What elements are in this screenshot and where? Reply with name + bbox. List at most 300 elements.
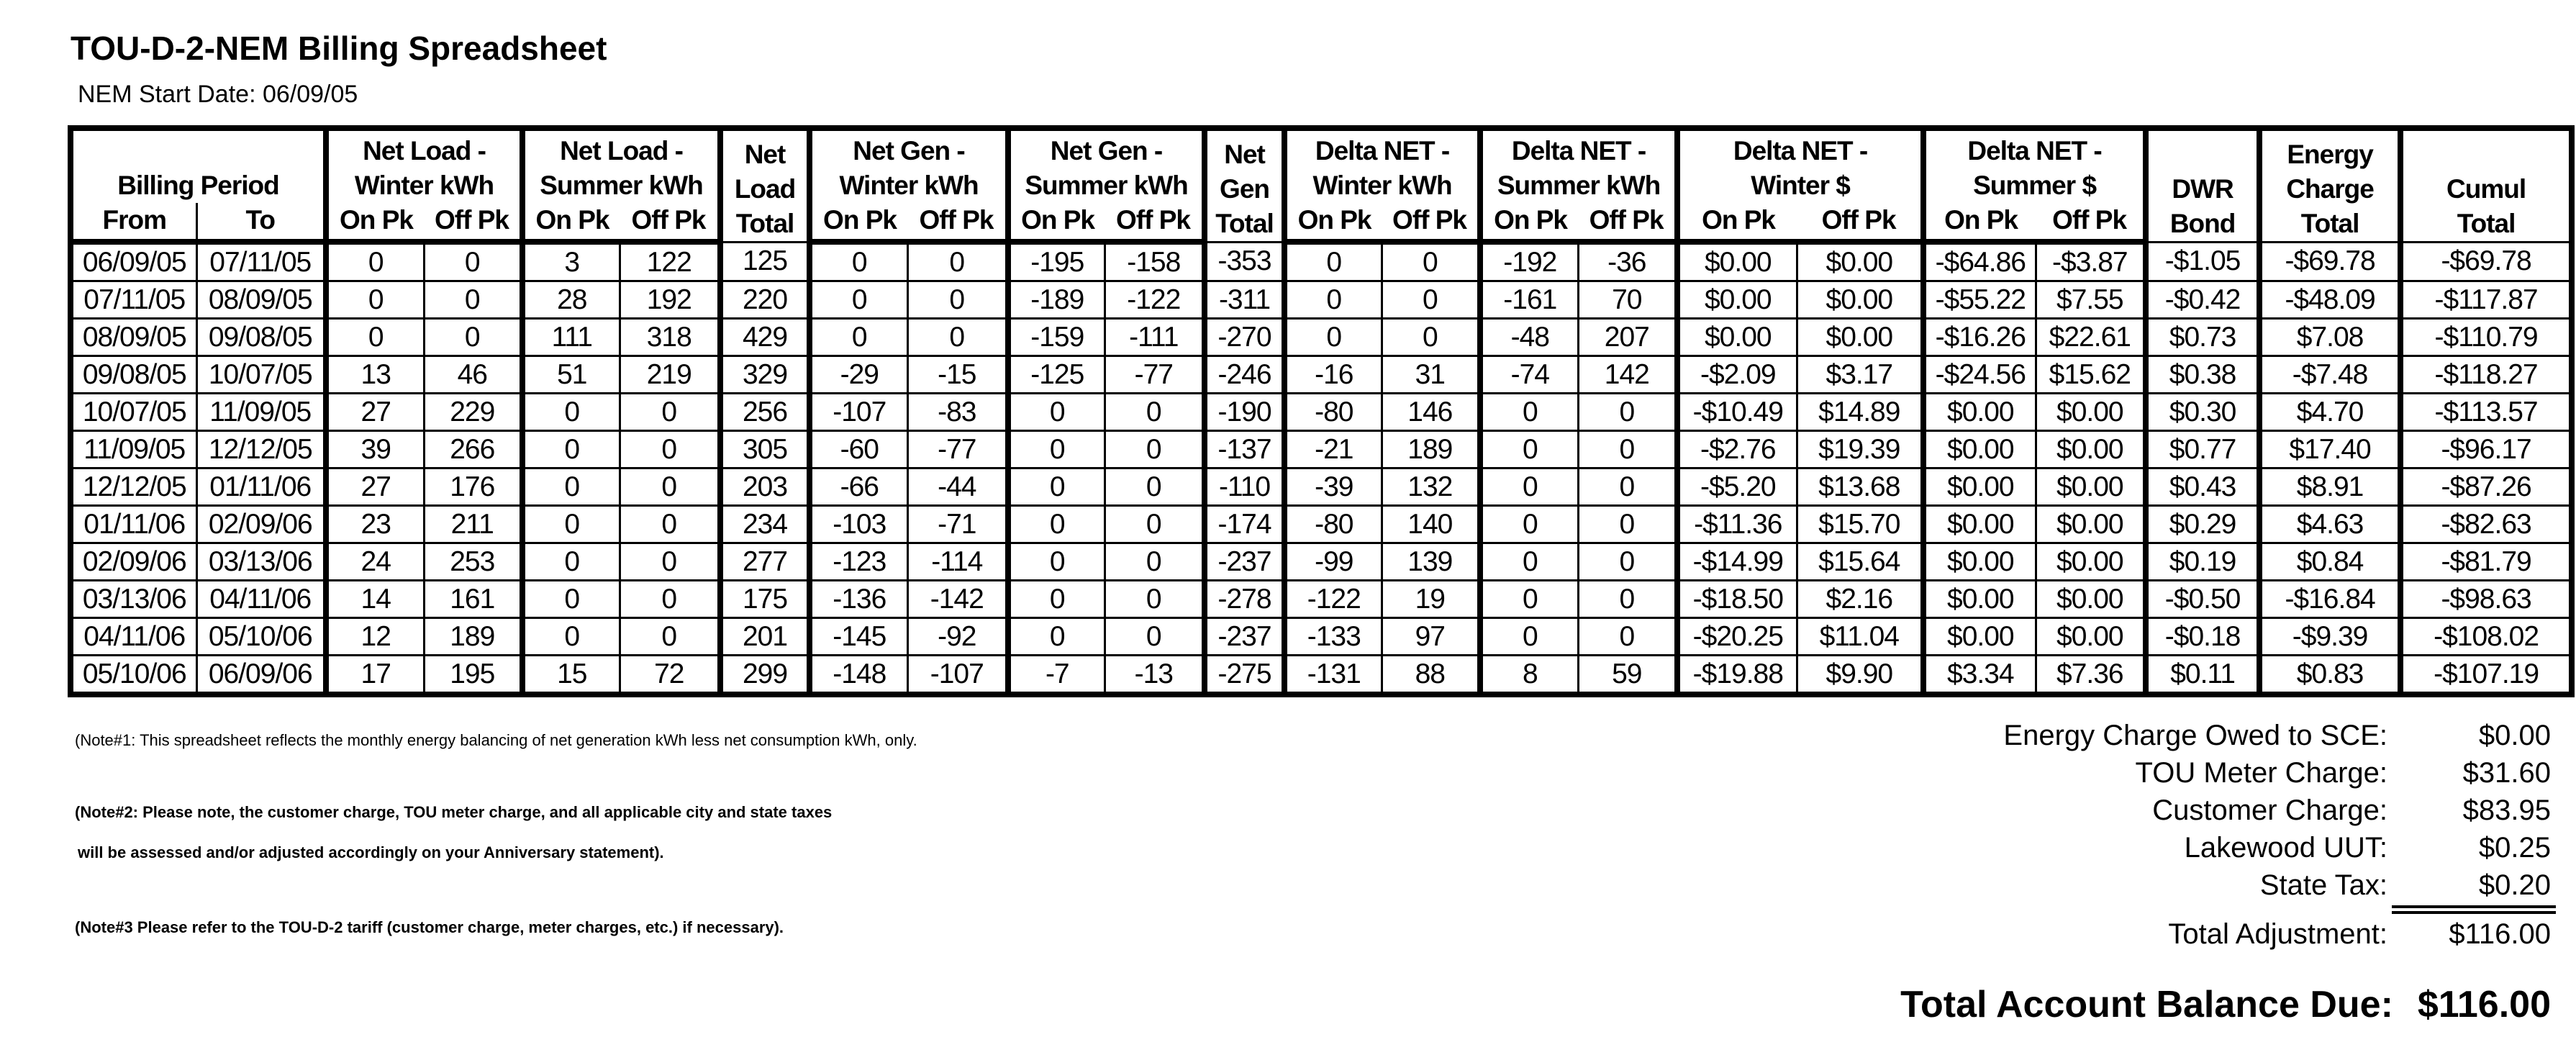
table-cell: $15.70 [1797,506,1923,543]
table-cell: 70 [1578,281,1677,319]
table-cell: $0.30 [2146,394,2259,431]
table-cell: -110 [1205,468,1284,506]
table-cell: 329 [720,356,809,394]
table-cell: $13.68 [1797,468,1923,506]
table-cell: 07/11/05 [196,242,326,281]
summary-row [1713,757,2576,793]
table-cell: 27 [326,394,424,431]
header-line: Winter kWh [839,171,979,200]
table-cell: 3 [522,242,620,281]
summary-value: $0.00 [2478,720,2551,751]
table-cell: $0.00 [2036,468,2146,506]
header-on-pk: On Pk [1480,203,1578,242]
table-cell: $0.00 [1923,581,2036,618]
table-cell: $17.40 [2259,431,2400,468]
header-group-4 [1008,128,1205,203]
table-cell: -$16.26 [1923,319,2036,356]
header-line: Gen [1220,173,1270,204]
table-cell: -$10.49 [1677,394,1797,431]
table-cell: -$69.78 [2400,242,2572,281]
header-line: Winter kWh [354,171,494,200]
table-cell: 0 [1578,618,1677,656]
table-cell: 07/11/05 [71,281,196,319]
table-cell: -$24.56 [1923,356,2036,394]
table-cell: -$3.87 [2036,242,2146,281]
table-cell: 266 [424,431,522,468]
table-cell: 12/12/05 [71,468,196,506]
table-cell: 0 [326,242,424,281]
table-cell: $0.00 [1923,468,2036,506]
table-cell: -122 [1284,581,1382,618]
table-cell: $0.11 [2146,656,2259,695]
header-line: Charge [2286,173,2374,204]
header-line: Total [2300,208,2359,238]
table-cell: -$98.63 [2400,581,2572,618]
summary-row [1713,869,2576,905]
table-cell: 11/09/05 [71,431,196,468]
table-cell: $3.17 [1797,356,1923,394]
table-cell: 27 [326,468,424,506]
page-title: TOU-D-2-NEM Billing Spreadsheet [71,30,607,67]
summary-value: $83.95 [2462,794,2551,826]
table-cell: -137 [1205,431,1284,468]
header-off-pk: Off Pk [1578,203,1677,242]
table-cell: -158 [1105,242,1205,281]
header-off-pk: Off Pk [620,203,720,242]
table-cell: -77 [1105,356,1205,394]
table-cell: 0 [809,242,907,281]
table-cell: 0 [1008,468,1105,506]
table-cell: 0 [424,319,522,356]
table-cell: $8.91 [2259,468,2400,506]
table-cell: 08/09/05 [71,319,196,356]
table-cell: 189 [424,618,522,656]
header-line: Net Gen - [1050,136,1163,166]
table-cell: -107 [809,394,907,431]
table-cell: 03/13/06 [71,581,196,618]
table-cell: -131 [1284,656,1382,695]
table-cell: $0.84 [2259,543,2400,581]
table-cell: $0.00 [1677,242,1797,281]
header-off-pk: Off Pk [907,203,1008,242]
table-cell: $4.63 [2259,506,2400,543]
table-cell: 318 [620,319,720,356]
table-cell: 0 [1105,394,1205,431]
table-cell: -190 [1205,394,1284,431]
summary-value: $0.20 [2478,869,2551,901]
table-cell: -237 [1205,618,1284,656]
table-cell: 0 [1008,506,1105,543]
table-cell: -7 [1008,656,1105,695]
table-cell: 0 [1382,319,1480,356]
header-off-pk: Off Pk [2036,203,2146,242]
header-line: Summer kWh [1025,171,1188,200]
header-group-2 [720,128,809,242]
table-cell: -111 [1105,319,1205,356]
table-cell: 207 [1578,319,1677,356]
table-cell: $0.00 [2036,506,2146,543]
table-cell: 09/08/05 [196,319,326,356]
table-cell: 0 [620,506,720,543]
table-cell: $11.04 [1797,618,1923,656]
table-cell: 0 [522,394,620,431]
table-cell: -$20.25 [1677,618,1797,656]
header-line: Total [735,208,794,238]
table-cell: 46 [424,356,522,394]
header-off-pk: Off Pk [1105,203,1205,242]
table-cell: 05/10/06 [71,656,196,695]
table-cell: 10/07/05 [196,356,326,394]
table-cell: $0.00 [1797,242,1923,281]
table-cell: -133 [1284,618,1382,656]
summary-value: $31.60 [2462,757,2551,789]
header-line: Net Load - [560,136,683,166]
table-cell: $0.00 [2036,394,2146,431]
table-cell: $0.00 [1797,281,1923,319]
total-account-balance [1900,983,2551,1026]
table-cell: 429 [720,319,809,356]
table-cell: -48 [1480,319,1578,356]
header-off-pk: Off Pk [1797,203,1923,242]
header-line: Summer kWh [540,171,703,200]
summary-label: Lakewood UUT: [2184,832,2387,864]
table-cell: 161 [424,581,522,618]
table-cell: 0 [522,543,620,581]
header-billing-period: Billing Period [71,128,326,203]
table-cell: 229 [424,394,522,431]
header-line: Delta NET - [1315,136,1450,166]
table-cell: -83 [907,394,1008,431]
table-cell: 97 [1382,618,1480,656]
header-group-1 [522,128,720,203]
table-cell: 0 [1284,242,1382,281]
summary-label: Customer Charge: [2152,794,2387,826]
table-cell: 0 [522,468,620,506]
table-cell: 51 [522,356,620,394]
table-cell: 0 [326,281,424,319]
table-cell: $0.38 [2146,356,2259,394]
note-2-continued: will be assessed and/or adjusted accordingly on your Anniversary statement). [78,843,664,861]
table-cell: 0 [1480,394,1578,431]
table-cell: 0 [1578,543,1677,581]
table-cell: -103 [809,506,907,543]
table-cell: 0 [424,242,522,281]
summary-value: $116.00 [2449,918,2551,950]
table-cell: $4.70 [2259,394,2400,431]
header-on-pk: On Pk [522,203,620,242]
table-cell: -44 [907,468,1008,506]
table-cell: 140 [1382,506,1480,543]
table-cell: 0 [1105,431,1205,468]
table-cell: -123 [809,543,907,581]
table-cell: -$16.84 [2259,581,2400,618]
table-cell: 0 [1008,581,1105,618]
table-cell: 0 [1480,581,1578,618]
table-cell: 19 [1382,581,1480,618]
table-cell: 0 [522,431,620,468]
header-line: Summer $ [1973,171,2097,200]
table-cell: 0 [1105,618,1205,656]
table-cell: $0.00 [2036,618,2146,656]
header-on-pk: On Pk [326,203,424,242]
table-cell: -237 [1205,543,1284,581]
table-cell: 12 [326,618,424,656]
table-cell: 234 [720,506,809,543]
table-cell: -$18.50 [1677,581,1797,618]
summary-row [1713,794,2576,830]
table-cell: -$96.17 [2400,431,2572,468]
table-cell: 0 [1008,431,1105,468]
table-cell: 195 [424,656,522,695]
table-cell: $0.00 [1923,618,2036,656]
table-cell: 305 [720,431,809,468]
table-cell: -$64.86 [1923,242,2036,281]
table-cell: 0 [620,581,720,618]
table-cell: 175 [720,581,809,618]
table-cell: 0 [1480,431,1578,468]
table-cell: 15 [522,656,620,695]
table-cell: 0 [1578,431,1677,468]
table-cell: 0 [326,319,424,356]
table-cell: $22.61 [2036,319,2146,356]
table-cell: 06/09/06 [196,656,326,695]
table-cell: -$117.87 [2400,281,2572,319]
summary-label: State Tax: [2259,869,2387,901]
summary-row [1713,720,2576,756]
table-cell: 0 [522,618,620,656]
table-cell: 132 [1382,468,1480,506]
table-cell: $2.16 [1797,581,1923,618]
table-cell: 176 [424,468,522,506]
table-cell: 88 [1382,656,1480,695]
table-cell: 0 [1105,543,1205,581]
table-cell: 0 [809,319,907,356]
table-cell: -39 [1284,468,1382,506]
header-line: Winter $ [1751,171,1850,200]
table-cell: -66 [809,468,907,506]
header-line: Energy [2287,139,2373,169]
header-line: Net Load - [363,136,486,166]
table-cell: 0 [1105,581,1205,618]
table-cell: 31 [1382,356,1480,394]
table-cell: -159 [1008,319,1105,356]
header-line: Cumul [2446,173,2526,204]
table-cell: 0 [1105,506,1205,543]
table-cell: 139 [1382,543,1480,581]
table-cell: -275 [1205,656,1284,695]
table-cell: -$55.22 [1923,281,2036,319]
table-cell: 211 [424,506,522,543]
header-line: Delta NET - [1967,136,2102,166]
table-cell: 0 [1284,281,1382,319]
table-cell: 0 [1480,468,1578,506]
table-cell: 02/09/06 [196,506,326,543]
table-cell: 0 [1284,319,1382,356]
table-cell: -145 [809,618,907,656]
table-cell: $0.00 [1923,394,2036,431]
table-cell: -353 [1205,242,1284,281]
table-cell: 0 [907,242,1008,281]
table-cell: 0 [1382,281,1480,319]
adjustment-summary [1713,0,2576,1055]
table-cell: 0 [522,506,620,543]
table-cell: $0.00 [1677,319,1797,356]
note-3: (Note#3 Please refer to the TOU-D-2 tariff (customer charge, meter charges, etc.) if necessary). [75,918,784,936]
header-off-pk: Off Pk [1382,203,1480,242]
table-cell: 111 [522,319,620,356]
table-cell: $0.00 [1923,543,2036,581]
table-cell: -$81.79 [2400,543,2572,581]
table-cell: -29 [809,356,907,394]
table-cell: 0 [522,581,620,618]
table-cell: -13 [1105,656,1205,695]
table-cell: -36 [1578,242,1677,281]
table-cell: 04/11/06 [71,618,196,656]
table-cell: -$2.76 [1677,431,1797,468]
summary-row [1713,832,2576,868]
table-cell: 219 [620,356,720,394]
table-cell: -$7.48 [2259,356,2400,394]
table-cell: 0 [1008,543,1105,581]
header-line: Net [1224,139,1265,169]
table-cell: $15.64 [1797,543,1923,581]
table-cell: $0.00 [1923,431,2036,468]
table-cell: 125 [720,242,809,281]
table-cell: $3.34 [1923,656,2036,695]
table-cell: -$69.78 [2259,242,2400,281]
table-cell: $0.00 [2036,581,2146,618]
table-cell: 0 [1382,242,1480,281]
table-cell: $0.73 [2146,319,2259,356]
table-cell: $0.77 [2146,431,2259,468]
table-cell: -$113.57 [2400,394,2572,431]
table-cell: 0 [620,468,720,506]
table-cell: -$0.18 [2146,618,2259,656]
summary-label: TOU Meter Charge: [2135,757,2387,789]
table-cell: $0.00 [1797,319,1923,356]
table-cell: 06/09/05 [71,242,196,281]
table-cell: 146 [1382,394,1480,431]
table-cell: 142 [1578,356,1677,394]
table-cell: -$5.20 [1677,468,1797,506]
table-cell: 189 [1382,431,1480,468]
table-cell: -114 [907,543,1008,581]
header-on-pk: On Pk [1008,203,1105,242]
table-cell: 203 [720,468,809,506]
total-balance-label: Total Account Balance Due: [1900,984,2393,1025]
table-cell: 0 [1578,506,1677,543]
header-on-pk: On Pk [1923,203,2036,242]
table-cell: -122 [1105,281,1205,319]
table-cell: -15 [907,356,1008,394]
header-line: Bond [2169,208,2236,238]
header-off-pk: Off Pk [424,203,522,242]
header-line: Net Gen - [853,136,965,166]
header-line: Load [734,173,796,204]
table-cell: -$9.39 [2259,618,2400,656]
table-cell: -$82.63 [2400,506,2572,543]
table-cell: -60 [809,431,907,468]
table-cell: $9.90 [1797,656,1923,695]
summary-label: Total Adjustment: [2168,918,2387,950]
header-line: Summer kWh [1497,171,1661,200]
table-cell: 04/11/06 [196,581,326,618]
table-cell: -142 [907,581,1008,618]
table-cell: 192 [620,281,720,319]
header-line: Total [2457,208,2516,238]
table-cell: -$48.09 [2259,281,2400,319]
table-cell: 0 [1480,506,1578,543]
header-to: To [196,203,326,242]
table-cell: $0.29 [2146,506,2259,543]
header-on-pk: On Pk [809,203,907,242]
summary-row [1713,918,2576,954]
table-cell: 299 [720,656,809,695]
header-on-pk: On Pk [1284,203,1382,242]
table-cell: -189 [1008,281,1105,319]
table-cell: -$11.36 [1677,506,1797,543]
table-cell: 201 [720,618,809,656]
table-cell: 03/13/06 [196,543,326,581]
table-cell: $15.62 [2036,356,2146,394]
header-from: From [71,203,196,242]
table-cell: 01/11/06 [196,468,326,506]
table-cell: -92 [907,618,1008,656]
table-cell: 0 [1578,394,1677,431]
header-line: Delta NET - [1733,136,1868,166]
table-cell: -$107.19 [2400,656,2572,695]
table-cell: 11/09/05 [196,394,326,431]
note-1: (Note#1: This spreadsheet reflects the monthly energy balancing of net generation kWh less net consumption kWh, only. [75,731,917,749]
table-cell: 23 [326,506,424,543]
table-cell: 0 [620,543,720,581]
table-cell: 39 [326,431,424,468]
table-cell: 220 [720,281,809,319]
table-cell: 01/11/06 [71,506,196,543]
table-cell: -80 [1284,394,1382,431]
table-cell: 0 [424,281,522,319]
header-on-pk: On Pk [1677,203,1797,242]
nem-start-date: NEM Start Date: 06/09/05 [78,81,358,108]
table-cell: $19.39 [1797,431,1923,468]
table-cell: -$0.50 [2146,581,2259,618]
table-cell: -195 [1008,242,1105,281]
table-cell: $0.83 [2259,656,2400,695]
table-cell: 13 [326,356,424,394]
table-cell: -$110.79 [2400,319,2572,356]
table-cell: $7.08 [2259,319,2400,356]
header-line: Total [1215,208,1274,238]
header-line: Net [744,139,786,169]
table-cell: -311 [1205,281,1284,319]
header-line: Winter kWh [1312,171,1452,200]
table-cell: -148 [809,656,907,695]
table-cell: 08/09/05 [196,281,326,319]
table-cell: -246 [1205,356,1284,394]
table-cell: 10/07/05 [71,394,196,431]
table-cell: $7.55 [2036,281,2146,319]
table-cell: 05/10/06 [196,618,326,656]
table-cell: -$19.88 [1677,656,1797,695]
table-cell: 0 [620,394,720,431]
header-group-6 [1284,128,1480,203]
table-cell: -$108.02 [2400,618,2572,656]
header-group-5 [1205,128,1284,242]
table-cell: 0 [620,431,720,468]
table-cell: 0 [1578,468,1677,506]
table-cell: 8 [1480,656,1578,695]
header-line: Delta NET - [1511,136,1646,166]
